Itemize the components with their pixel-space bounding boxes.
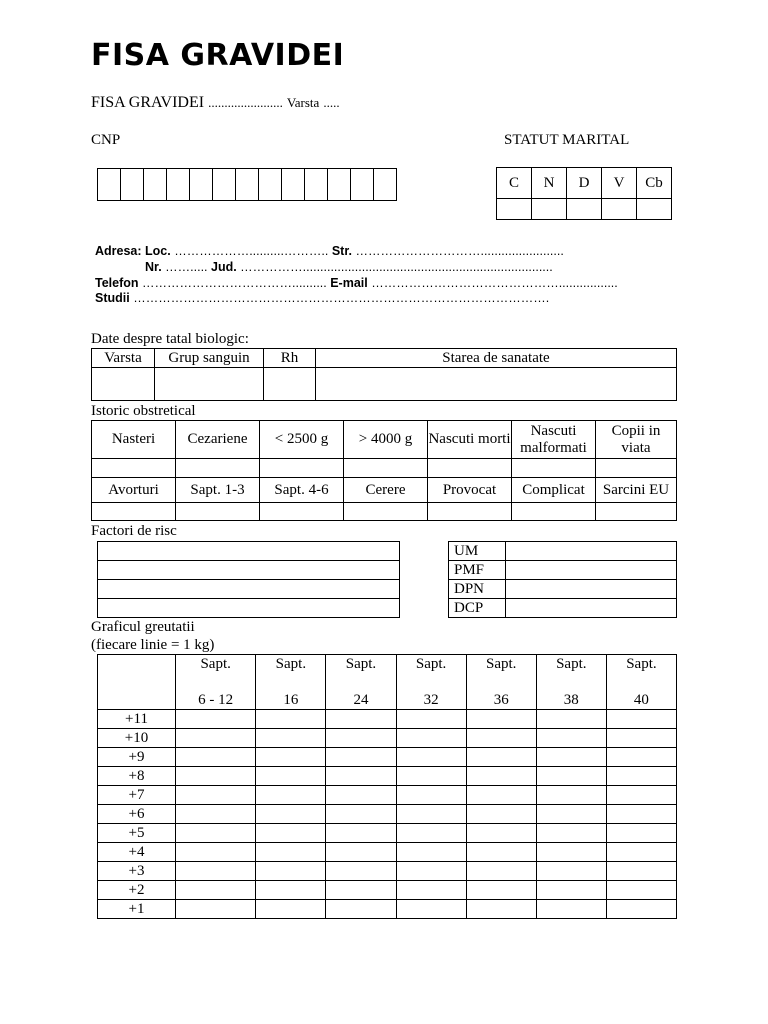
father-blood-group-cell[interactable] [155,368,264,401]
risk-factor-field[interactable] [98,542,400,561]
week-value: 36 [493,692,509,708]
weight-cell[interactable] [606,710,676,729]
obstetric-cell[interactable] [428,503,512,521]
father-rh-cell[interactable] [264,368,316,401]
obstetric-cell[interactable] [260,459,344,478]
obstetric-header-abortions: Avorturi [92,478,176,503]
weight-cell[interactable] [256,748,326,767]
marital-status-grid [496,167,672,220]
obstetric-header-cesarean: Cezariene [176,421,260,459]
header-line [91,94,340,112]
obstetric-section-label: Istoric obstretical [91,403,196,419]
weight-cell[interactable] [396,862,466,881]
cnp-digit-box[interactable] [305,169,328,201]
obstetric-cell[interactable] [596,503,677,521]
weight-cell[interactable] [326,881,396,900]
weight-cell[interactable] [396,710,466,729]
week-label: Sapt. [485,656,517,672]
weight-cell[interactable] [176,881,256,900]
father-col-blood-group: Grup sanguin [155,349,264,368]
risk-code-field[interactable] [506,542,677,561]
obstetric-header-over-4000: > 4000 g [344,421,428,459]
obstetric-header-request: Cerere [344,478,428,503]
email-label: E-mail [330,276,368,290]
cnp-digit-box[interactable] [167,169,190,201]
weight-cell[interactable] [326,786,396,805]
weight-cell[interactable] [176,900,256,919]
weight-cell[interactable] [176,805,256,824]
father-section-label: Date despre tatal biologic: [91,331,249,347]
weight-cell[interactable] [396,748,466,767]
weight-chart-label: Graficul greutatii [91,619,195,635]
weight-row-label: +3 [98,862,176,881]
weight-cell[interactable] [326,824,396,843]
weight-row-label: +6 [98,805,176,824]
weight-cell[interactable] [326,729,396,748]
weight-cell[interactable] [466,729,536,748]
weight-cell[interactable] [396,729,466,748]
weight-cell[interactable] [256,881,326,900]
father-col-health: Starea de sanatate [316,349,677,368]
marital-option-v: V [602,168,637,199]
age-field[interactable]: ..... [323,95,340,110]
weight-cell[interactable] [466,805,536,824]
weight-cell[interactable] [466,748,536,767]
weight-cell[interactable] [326,748,396,767]
weight-cell[interactable] [466,862,536,881]
studies-field[interactable]: ………………………………………………………………………………………. [129,291,550,305]
father-table [91,348,677,401]
weight-cell[interactable] [466,710,536,729]
obstetric-header-week-4-6: Sapt. 4-6 [260,478,344,503]
week-label: Sapt. [626,656,657,672]
risk-factor-field[interactable] [98,561,400,580]
weight-cell[interactable] [176,824,256,843]
phone-label: Telefon [95,276,139,290]
obstetric-cell[interactable] [344,503,428,521]
obstetric-header-malformed: Nascuti malformati [512,421,596,459]
risk-code-field[interactable] [506,599,677,618]
weight-cell[interactable] [606,805,676,824]
cnp-digit-box[interactable] [213,169,236,201]
weight-cell[interactable] [536,748,606,767]
cnp-digit-box[interactable] [190,169,213,201]
risk-code-dpn: DPN [449,580,506,599]
father-age-cell[interactable] [92,368,155,401]
weight-cell[interactable] [256,767,326,786]
cnp-grid [97,168,397,201]
obstetric-cell[interactable] [92,503,176,521]
weight-cell[interactable] [396,881,466,900]
obstetric-cell[interactable] [176,503,260,521]
weight-cell[interactable] [256,710,326,729]
weight-row-label: +7 [98,786,176,805]
risk-code-field[interactable] [506,561,677,580]
page-title: FISA GRAVIDEI [91,38,345,73]
obstetric-header-week-1-3: Sapt. 1-3 [176,478,260,503]
weight-cell[interactable] [536,786,606,805]
weight-chart-week-header [256,655,326,710]
weight-chart-table [97,654,677,919]
studies-label: Studii [95,291,130,305]
weight-cell[interactable] [606,900,676,919]
studies-line [95,291,549,305]
obstetric-cell[interactable] [512,503,596,521]
obstetric-header-under-2500: < 2500 g [260,421,344,459]
weight-chart-week-header [176,655,256,710]
marital-option-cb: Cb [637,168,672,199]
weight-chart-sublabel: (fiecare linie = 1 kg) [91,637,215,653]
obstetric-header-births: Nasteri [92,421,176,459]
weight-cell[interactable] [326,805,396,824]
cnp-digit-box[interactable] [374,169,397,201]
risk-factor-field[interactable] [98,599,400,618]
father-health-cell[interactable] [316,368,677,401]
weight-cell[interactable] [326,900,396,919]
cnp-digit-box[interactable] [236,169,259,201]
address-label: Adresa: Loc. [95,244,171,258]
week-value: 40 [633,692,649,708]
weight-cell[interactable] [256,862,326,881]
obstetric-header-stillborn: Nascuti morti [428,421,512,459]
email-field[interactable]: ………………………………………................. [367,276,618,290]
name-field[interactable]: ....................... [208,95,283,110]
weight-cell[interactable] [256,786,326,805]
cnp-digit-box[interactable] [328,169,351,201]
weight-cell[interactable] [176,862,256,881]
weight-cell[interactable] [396,900,466,919]
weight-chart-week-header [396,655,466,710]
weight-cell[interactable] [396,824,466,843]
weight-cell[interactable] [256,729,326,748]
weight-cell[interactable] [536,805,606,824]
obstetric-cell[interactable] [512,459,596,478]
weight-cell[interactable] [466,881,536,900]
risk-code-dcp: DCP [449,599,506,618]
marital-option-c: C [497,168,532,199]
cnp-label: CNP [91,132,121,148]
weight-cell[interactable] [536,900,606,919]
risk-factors-table [97,541,400,618]
marital-check-v[interactable] [602,199,637,220]
week-value: 32 [423,692,439,708]
father-col-age: Varsta [92,349,155,368]
weight-cell[interactable] [536,729,606,748]
marital-check-cb[interactable] [637,199,672,220]
week-value: 16 [283,692,299,708]
cnp-digit-box[interactable] [351,169,374,201]
weight-cell[interactable] [606,729,676,748]
header-label: FISA GRAVIDEI [91,94,205,111]
weight-row-label: +9 [98,748,176,767]
weight-cell[interactable] [256,805,326,824]
county-label: Jud. [211,260,237,274]
weight-cell[interactable] [466,900,536,919]
address-line [95,244,564,258]
weight-cell[interactable] [606,767,676,786]
weight-chart-week-header [536,655,606,710]
risk-code-um: UM [449,542,506,561]
cnp-digit-box[interactable] [98,169,121,201]
obstetric-cell[interactable] [596,459,677,478]
weight-cell[interactable] [606,786,676,805]
marital-check-d[interactable] [567,199,602,220]
weight-cell[interactable] [326,843,396,862]
obstetric-cell[interactable] [260,503,344,521]
weight-row-label: +10 [98,729,176,748]
weight-cell[interactable] [606,824,676,843]
obstetric-cell[interactable] [92,459,176,478]
number-label: Nr. [145,260,162,274]
weight-row-label: +1 [98,900,176,919]
father-col-rh: Rh [264,349,316,368]
weight-row-label: +2 [98,881,176,900]
obstetric-header-living-children: Copii in viata [596,421,677,459]
marital-status-label: STATUT MARITAL [504,132,630,148]
obstetric-header-ectopic: Sarcini EU [596,478,677,503]
weight-chart-week-header [326,655,396,710]
weight-cell[interactable] [176,710,256,729]
weight-cell[interactable] [396,805,466,824]
weight-cell[interactable] [536,710,606,729]
weight-cell[interactable] [536,843,606,862]
marital-option-n: N [532,168,567,199]
obstetric-cell[interactable] [176,459,260,478]
weight-cell[interactable] [606,881,676,900]
weight-cell[interactable] [606,843,676,862]
weight-cell[interactable] [326,767,396,786]
risk-code-pmf: PMF [449,561,506,580]
obstetric-table [91,420,677,521]
weight-cell[interactable] [256,900,326,919]
weight-chart-week-header [606,655,676,710]
weight-cell[interactable] [396,767,466,786]
number-line [145,260,553,274]
weight-cell[interactable] [256,824,326,843]
week-value: 6 - 12 [198,692,234,708]
locality-field[interactable]: ………………..........……….. [170,244,332,258]
week-value: 38 [563,692,579,708]
weight-cell[interactable] [256,843,326,862]
weight-cell[interactable] [466,843,536,862]
marital-check-c[interactable] [497,199,532,220]
weight-chart-week-header [466,655,536,710]
number-field[interactable]: ……..... [161,260,211,274]
obstetric-header-induced: Provocat [428,478,512,503]
cnp-digit-box[interactable] [282,169,305,201]
age-label: Varsta [286,95,320,110]
week-label: Sapt. [275,656,307,672]
weight-cell[interactable] [176,748,256,767]
obstetric-cell[interactable] [428,459,512,478]
weight-cell[interactable] [536,767,606,786]
week-label: Sapt. [200,656,231,672]
phone-field[interactable]: ……………………………….......... [138,276,331,290]
cnp-digit-box[interactable] [144,169,167,201]
cnp-digit-box[interactable] [259,169,282,201]
week-value: 24 [353,692,369,708]
weight-chart-corner [98,655,176,710]
week-label: Sapt. [556,656,587,672]
weight-row-label: +11 [98,710,176,729]
phone-line [95,276,618,290]
marital-option-d: D [567,168,602,199]
obstetric-cell[interactable] [344,459,428,478]
weight-cell[interactable] [326,710,396,729]
county-field[interactable]: ……………........................................................................ [236,260,553,274]
weight-cell[interactable] [176,843,256,862]
street-label: Str. [331,244,352,258]
weight-cell[interactable] [176,729,256,748]
weight-row-label: +5 [98,824,176,843]
risk-section-label: Factori de risc [91,523,177,539]
weight-cell[interactable] [536,862,606,881]
weight-cell[interactable] [606,748,676,767]
weight-cell[interactable] [606,862,676,881]
weight-row-label: +8 [98,767,176,786]
weight-cell[interactable] [536,881,606,900]
weight-cell[interactable] [396,786,466,805]
weight-cell[interactable] [466,786,536,805]
weight-cell[interactable] [326,862,396,881]
week-label: Sapt. [415,656,447,672]
weight-row-label: +4 [98,843,176,862]
risk-code-field[interactable] [506,580,677,599]
risk-factor-field[interactable] [98,580,400,599]
weight-cell[interactable] [396,843,466,862]
weight-cell[interactable] [536,824,606,843]
weight-cell[interactable] [466,824,536,843]
weight-cell[interactable] [176,767,256,786]
weight-cell[interactable] [466,767,536,786]
cnp-digit-box[interactable] [121,169,144,201]
weight-cell[interactable] [176,786,256,805]
marital-check-n[interactable] [532,199,567,220]
week-label: Sapt. [345,656,377,672]
street-field[interactable]: …………………………........................ [352,244,564,258]
obstetric-header-complicated: Complicat [512,478,596,503]
risk-codes-table [448,541,677,618]
